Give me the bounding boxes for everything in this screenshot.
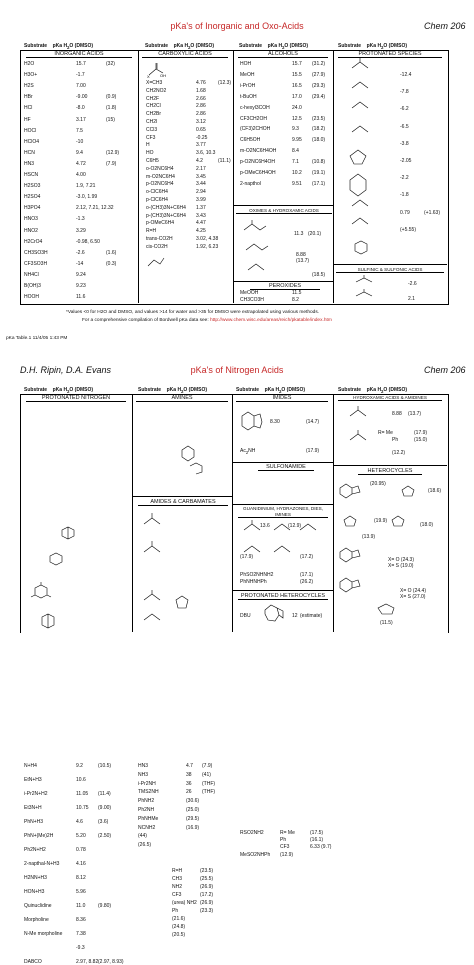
table-cell: CF3 [146, 134, 156, 141]
col-header-3: Substrate pKa $H_2O$ (DMSO) [239, 43, 308, 50]
table-cell: RSO2NH2 [240, 830, 264, 836]
table-cell: DABCO [24, 959, 42, 965]
table-cell: 16.5 [292, 82, 302, 89]
section-heading-peroxides: PEROXIDES [250, 283, 320, 290]
nitroaniline-structure [30, 582, 52, 604]
table-cell: C6H5 [146, 158, 159, 164]
table-cell: 0.79 [400, 209, 410, 216]
table-cell: 7.38 [76, 931, 86, 937]
table-cell: 4.7 [186, 763, 193, 769]
table-cell: -9.00 [76, 94, 88, 101]
table-cell: p-O2NC6H4 [146, 181, 174, 188]
table-cell: Et3N+H [24, 805, 42, 811]
table-cell: (1.8) [106, 105, 117, 112]
section-heading-amines: AMINES [136, 395, 228, 402]
table-cell: CF3 [172, 892, 182, 898]
table-cell: t-BuOH [240, 93, 257, 100]
table-cell: 2.86 [196, 111, 206, 118]
divider [233, 462, 333, 463]
table-cell: CH2F [146, 95, 160, 102]
footnote-extrapolation: *Values <0 for H2O and DMSO, and values >14 for water and >35 for DMSO were extrapolated using various methods. [66, 310, 320, 315]
table-cell: (THF) [202, 789, 216, 796]
table-cell: (44) [138, 833, 147, 840]
phthalimide-structure [240, 408, 266, 436]
table-cell: (20.5) [172, 932, 186, 938]
carboxylic-acid-structure [146, 61, 168, 79]
section-heading-hydroxamic: HYDROXAMIC ACIDS & AMIDINES [338, 395, 442, 401]
dbu-structure [262, 602, 286, 626]
table-cell: (7.9) [106, 160, 117, 167]
table-cell: EtN+H3 [24, 777, 42, 783]
table-cell: 7.00 [76, 83, 86, 90]
table-cell: 4.00 [76, 172, 86, 178]
table-cell: 2-napthol [240, 180, 261, 187]
table-cell: N+H4 [24, 763, 37, 769]
table-cell: PhNHMe [138, 815, 159, 822]
table-cell: HOOH [24, 294, 39, 301]
table-cell: c-hexyl3COH [240, 104, 270, 111]
table-cell: 38 [186, 771, 192, 778]
table-cell: 15.5 [292, 71, 302, 78]
table-cell: Quinuclidine [24, 903, 52, 909]
table-cell: 8.12 [76, 875, 86, 881]
table-cell: H2S [24, 83, 34, 90]
section-heading-protonated: PROTONATED SPECIES [338, 51, 442, 58]
col-header-2: Substrate pKa $H_2O$ (DMSO) [138, 387, 207, 394]
table-cell: (THF) [202, 780, 216, 787]
section-heading-alcohols: ALCOHOLS [238, 51, 328, 58]
amide-structures [140, 512, 166, 568]
table-cell: 9.24 [76, 271, 86, 278]
table-cell: Ph2N+H2 [24, 847, 46, 853]
section-heading-protonated-nitrogen: PROTONATED NITROGEN [26, 395, 126, 402]
table-cell: 10.2 [292, 170, 302, 176]
table-cell: (urea) NH2 [172, 900, 197, 906]
table-cell: -3.8 [400, 140, 409, 147]
table-cell: i-Pr2NH [138, 780, 156, 787]
table-cell: 3.12 [196, 119, 206, 125]
table-cell: CH3 [172, 876, 183, 882]
table-cell: p-O2NC6H4OH [240, 159, 276, 166]
table-cell: -3.0, 1.99 [76, 194, 98, 201]
table-cell: -2.2 [400, 175, 409, 182]
table-cell: -1.3 [76, 216, 85, 223]
table-cell: 3.6, 10.3 [196, 150, 216, 157]
table-cell: cis-CO2H [146, 243, 168, 250]
table-cell: 2.17 [196, 165, 206, 172]
print-stamp: pKa Table.1 11/4/05 1:43 PM [6, 336, 68, 341]
table-cell: -14 [76, 260, 84, 267]
table-cell: (21.6) [172, 916, 186, 922]
table-cell: HO [146, 150, 154, 157]
col-header-4: Substrate pKa $H_2O$ (DMSO) [338, 387, 407, 394]
table-cell: 0.65 [196, 126, 206, 133]
table-cell: 11.6 [76, 294, 86, 301]
dabco-structure [40, 613, 56, 629]
table-cell: -7.8 [400, 89, 409, 96]
table-cell: 1.68 [196, 87, 206, 94]
divider [333, 50, 334, 303]
table-cell: 26 [186, 789, 192, 796]
table-cell: (26.5) [138, 842, 152, 849]
section-heading-prot-heterocycles: PROTONATED HETEROCYCLES [238, 593, 328, 600]
divider [333, 394, 334, 632]
table-cell: 3.77 [196, 142, 206, 149]
table-cell: (2.50) [98, 833, 112, 839]
table-cell: HCl [24, 105, 33, 112]
table-cell: HCN [24, 149, 35, 156]
table-cell: -8.0 [76, 105, 85, 112]
table-cell: (12.9) [106, 149, 120, 156]
sulfonic-acid-structures [352, 276, 378, 302]
protonated-structures [344, 60, 384, 232]
table-cell: C6H5OH [240, 137, 261, 144]
col-header-4: Substrate pKa $H_2O$ (DMSO) [338, 43, 407, 50]
table-cell: 7.1 [292, 159, 299, 166]
table-cell: CF3 [280, 844, 290, 851]
table-cell: (+5.55) [400, 226, 416, 233]
table-cell: (26.9) [200, 884, 214, 890]
divider [234, 205, 333, 206]
authors: D.H. Ripin, D.A. Evans [20, 365, 112, 375]
divider [233, 504, 333, 505]
table-cell: (29.4) [312, 93, 326, 100]
divider [233, 50, 234, 303]
table-cell: 2.12, 7.21, 12.32 [76, 205, 114, 212]
table-cell: i-PrOH [240, 82, 256, 89]
table-cell: 8.4 [292, 148, 299, 155]
section-heading-inorganic: INORGANIC ACIDS [26, 51, 132, 58]
table-cell: (17.2) [200, 892, 214, 898]
table-cell: (23.5) [200, 868, 214, 874]
table-cell: 3.02, 4.38 [196, 236, 219, 242]
piperidine-structures [178, 444, 206, 474]
section-heading-sulfonamide: SULFONAMIDE [258, 464, 314, 471]
table-cell: (15) [106, 116, 115, 123]
table-cell: (23.5) [312, 115, 326, 122]
table-cell: 6.33 (9.7) [310, 844, 332, 851]
table-cell: 4.76 [196, 80, 206, 86]
table-cell: H2CrO4 [24, 238, 43, 245]
quinuclidine-structure [60, 526, 76, 540]
bordwell-link[interactable]: http://www.chem.wisc.edu/areas/reich/pkatable/index.htm [209, 318, 332, 323]
table-cell: -9.3 [76, 945, 85, 951]
table-cell: NH4Cl [24, 271, 39, 278]
table-cell: 4.6 [76, 819, 83, 825]
table-cell: 9.4 [76, 149, 83, 156]
table-cell: (0.9) [106, 94, 117, 101]
table-cell: H2NN+H3 [24, 875, 47, 881]
table-cell: CF3CH2OH [240, 115, 267, 122]
page-title: pKa's of Nitrogen Acids [190, 365, 284, 375]
table-cell: -2.05 [400, 158, 412, 164]
acrylic-acid-structure [146, 254, 168, 270]
table-cell: HClO4 [24, 138, 40, 145]
table-cell: (3.6) [98, 819, 109, 825]
table-cell: (CF3)2CHOH [240, 126, 271, 133]
pyridine-n-oxide-structure [352, 240, 370, 256]
divider [132, 394, 133, 632]
table-cell: 17.0 [292, 93, 302, 100]
table-cell: R=H [146, 228, 157, 235]
table-cell: (0.3) [106, 260, 117, 267]
table-cell: HNO2 [24, 227, 38, 234]
divider [334, 465, 447, 466]
table-cell: -6.5 [400, 123, 409, 130]
table-cell: 15.7 [76, 61, 86, 67]
table-cell: 7.5 [76, 127, 83, 134]
table-cell: (24.8) [172, 924, 186, 930]
table-cell: 4.47 [196, 220, 206, 227]
table-cell: (25.5) [200, 876, 214, 882]
table-cell: 1.37 [196, 204, 206, 211]
table-cell: R= Me [280, 830, 295, 836]
table-cell: (9.00) [98, 805, 112, 811]
table-cell: 4.72 [76, 160, 86, 167]
table-cell: H3O+ [24, 72, 38, 79]
col-header-2: Substrate pKa $H_2O$ (DMSO) [145, 43, 214, 50]
table-cell: HNO3 [24, 216, 38, 223]
section-heading-heterocycles: HETEROCYCLES [358, 468, 422, 475]
table-cell: CH2Cl [146, 103, 161, 110]
table-cell: NH3 [138, 771, 149, 778]
table-cell: (26.9) [200, 900, 214, 906]
table-cell: (11.1) [218, 158, 231, 164]
table-cell: 5.20 [76, 833, 86, 839]
page-2: D.H. Ripin, D.A. Evans pKa's of Nitrogen Acids Chem 206 Substrate pKa $H_2O$ (DMSO) Substrate pKa $H_2O$ (DMSO) Substrate pKa $H_2O$ (DMSO) Substrate pKa $H_2O$ (DMSO) PROTONATED NITROGEN AMINES IMIDES HYDROXAMIC ACIDS & AMIDINES N+H4 9.2 (10.5) EtN+H3 10.6 i-Pr2N+H2 11.05 (11.4) Et3N+H 10.75 (9.00) PhN+H3 4.6 (3.6) PhN+(Me)2H 5.20 (2.50) Ph2N+H2 0.78 2-napthal-N+H3 4.16 H2NN+H3 8.12 HON+H3 5.96 Quinuclidine 11.0 (9.80) Morpholine 8.36 N-Me morpholine 7.38 -9.3 DABCO 2.97, 8.82 (2.97, 8.93) HN3 4.7 (7.9) NH3 38 (41) i-Pr2NH 36 (THF) TMS2NH 26 (THF) PhNH2 (30.6) Ph2NH (25.0) PhNHMe (29.5) NCNH2 (16.9) (44) (26.5) AMIDES & CARBAMATES R=H (23.5) CH3 (25.5) NH2 (26.9) CF3 (17.2) (urea) NH2 (26.9) Ph (23.3) (21.6) (24.8) (20.5) 8.30 (14.7) $Ac_2NH$ (17.9) SULFONAMIDE RSO2NH2 R= Me (17.5) Ph (16.1) CF3 6.33 (9.7) MeSO2NHPh (12.9) GUANIDINIUM, HYDRAZONES, DIES, IMINES 13.6 (12.9) (17.9) (17.2) PhSO2NHNH2 (17.1) PhNHNHPh (26.2) PROTONATED HETEROCYCLES DBU 12 (estimate) 8.88 (13.7) R= Me (17.9) Ph (15.0) (12.2) HETEROCYCLES (20.95) (18.6) (19.9) (18.0) (13.9) X= O (24.3) X= S (19.0) X= O (24.4) X= S (27.0) (11.5) [0, 358, 474, 632]
table-cell: 9.51 [292, 180, 302, 187]
guanidinium-structures [240, 520, 328, 558]
table-cell: HOH [240, 61, 252, 67]
table-cell: p-ClC6H4 [146, 197, 168, 203]
table-cell: PhN+(Me)2H [24, 833, 54, 839]
table-cell: 4.2 [196, 158, 203, 164]
table-cell: p-OMeC6H4OH [240, 170, 276, 176]
table-cell: NH2 [172, 884, 183, 890]
table-cell: (18.0) [312, 137, 326, 144]
table-cell: NCNH2 [138, 824, 156, 831]
table-cell: (2.97, 8.93) [98, 959, 124, 965]
table-cell: 11.05 [76, 791, 89, 797]
table-cell: (12.3) [218, 80, 232, 86]
table-cell: 4.16 [76, 861, 86, 867]
footnote-reference: For a comprehensive compilation of Bordwell pKa data see: http://www.chem.wisc.edu/areas/reich/pkatable/index.htm [82, 318, 332, 323]
table-cell: (11.4) [98, 791, 111, 797]
table-cell: 11.0 [76, 903, 86, 909]
page-1: pKa's of Inorganic and Oxo-Acids Chem 206 Substrate pKa $H_2O$ (DMSO) Substrate pKa $H_2O$ (DMSO) Substrate pKa $H_2O$ (DMSO) Substrate pKa $H_2O$ (DMSO) INORGANIC ACIDS CARBOXYLIC ACIDS ALCOHOLS PROTONATED SPECIES H2O 15.7 (32) H3O+ -1.7 H2S 7.00 HBr -9.00 (0.9) HCl -8.0 (1.8) HF 3.17 (15) HOCl 7.5 HClO4 -10 HCN 9.4 (12.9) HN3 4.72 (7.9) HSCN 4.00 H2SO3 1.9, 7.21 H2SO4 -3.0, 1.99 H3PO4 2.12, 7.21, 12.32 HNO3 -1.3 HNO2 3.29 H2CrO4 -0.98, 6.50 CH3SO3H -2.6 (1.6) CF3SO3H -14 (0.3) NH4Cl 9.24 B(OH)3 9.23 HOOH 11.6 X=CH3 4.76 (12.3) CH2NO2 1.68 CH2F 2.66 CH2Cl 2.86 CH2Br 2.86 CH2I 3.12 CCl3 0.65 CF3 -0.25 H 3.77 HO 3.6, 10.3 C6H5 4.2 (11.1) o-O2NC6H4 2.17 m-O2NC6H4 3.45 p-O2NC6H4 3.44 o-ClC6H4 2.94 p-ClC6H4 3.99 o-(CH3)3N+C6H4 1.37 p-(CH3)3N+C6H4 3.43 p-OMeC6H4 4.47 R=H 4.25 trans-CO2H 3.02, 4.38 cis-CO2H 1.92, 6.23 HOH 15.7 (31.2) MeOH 15.5 (27.9) i-PrOH 16.5 (29.3) t-BuOH 17.0 (29.4) c-hexyl3COH 24.0 CF3CH2OH 12.5 (23.5) (CF3)2CHOH 9.3 (18.2) C6H5OH 9.95 (18.0) m-O2NC6H4OH 8.4 p-O2NC6H4OH 7.1 (10.8) p-OMeC6H4OH 10.2 (19.1) 2-napthol 9.51 (17.1) -12.4 -7.8 -6.2 -6.5 -3.8 -2.05 -2.2 -1.8 0.79 (+1.63) (+5.55) OH X OXIMES & HYDROXAMIC ACIDS 11.3 (20.1) 8.88 (13.7) (18.5) PEROXIDES MeOOH 11.5 CH3CO3H 8.2 SULFINIC & SULFONIC ACIDS -2.6 2.1 *Values <0 for H2O and DMSO, and values >14 for water and >35 for DMSO were extrapolated using various methods. For a comprehensive compilation of Bordwell pKa data see: http://www.chem.wisc.edu/areas/reich/pkatable/index.htm [0, 0, 474, 326]
table-cell: 9.95 [292, 137, 302, 144]
table-cell: o-(CH3)3N+C6H4 [146, 204, 186, 211]
table-cell: MeSO2NHPh [240, 851, 271, 858]
table-cell: B(OH)3 [24, 283, 41, 289]
table-cell: 3.17 [76, 116, 86, 123]
table-cell: (31.2) [312, 61, 326, 67]
divider [334, 264, 447, 265]
course-label: Chem 206 [424, 365, 466, 375]
table-cell: (23.3) [200, 908, 214, 914]
table-cell: 24.0 [292, 104, 302, 111]
table-cell: (+1.63) [424, 209, 440, 216]
table-cell: -0.98, 6.50 [76, 238, 100, 245]
table-cell: 2-napthal-N+H3 [24, 861, 60, 867]
table-cell: (10.5) [98, 763, 112, 769]
section-heading-imides: IMIDES [236, 395, 328, 402]
table-cell: 15.7 [292, 61, 302, 67]
divider [232, 394, 233, 632]
table-cell: 2.97, 8.82 [76, 959, 99, 965]
hydroxamic-structures [346, 406, 372, 454]
table-cell: HON+H3 [24, 889, 45, 895]
table-cell: m-O2NC6H4OH [240, 148, 277, 155]
table-cell: Ph [172, 908, 179, 914]
table-cell: m-O2NC6H4 [146, 173, 175, 180]
table-cell: HF [24, 116, 31, 123]
table-cell: Morpholine [24, 917, 49, 923]
table-cell: CH2NO2 [146, 87, 167, 94]
divider [138, 50, 139, 303]
table-cell: -1.8 [400, 192, 409, 199]
section-heading-carboxylic: CARBOXYLIC ACIDS [142, 51, 228, 58]
table-cell: H3PO4 [24, 205, 41, 212]
carbamate-structures [140, 590, 200, 626]
table-cell: 0.78 [76, 847, 86, 853]
table-cell: CCl3 [146, 126, 158, 133]
divider [133, 496, 232, 497]
table-cell: 1.9, 7.21 [76, 183, 96, 190]
table-cell: Ph [280, 837, 287, 844]
table-cell: -10 [76, 138, 84, 145]
svg-text:OH: OH [160, 73, 166, 78]
table-cell: (19.1) [312, 170, 326, 176]
table-cell: PhN+H3 [24, 819, 44, 825]
table-cell: (18.2) [312, 126, 326, 133]
table-cell: (1.6) [106, 249, 117, 256]
table-cell: 9.3 [292, 126, 299, 133]
table-cell: (27.9) [312, 71, 326, 78]
course-label: Chem 206 [424, 21, 466, 31]
table-cell: o-ClC6H4 [146, 189, 168, 196]
table-cell: 9.23 [76, 283, 86, 289]
table-cell: 3.45 [196, 173, 206, 180]
col-header-3: Substrate pKa $H_2O$ (DMSO) [236, 387, 305, 394]
table-cell: H2SO3 [24, 183, 41, 190]
table-cell: 10.75 [76, 805, 89, 811]
col-header-1: Substrate pKa $H_2O$ (DMSO) [24, 387, 93, 394]
table-cell: 5.96 [76, 889, 86, 895]
table-cell: H2O [24, 61, 35, 67]
table-cell: H2SO4 [24, 194, 41, 201]
table-cell: (30.6) [186, 798, 200, 805]
table-cell: 2.86 [196, 103, 206, 110]
table-cell: -6.2 [400, 106, 409, 113]
table-cell: 3.44 [196, 181, 206, 188]
table-cell: H [146, 142, 150, 149]
table-cell: Ph2NH [138, 807, 155, 813]
page-title: pKa's of Inorganic and Oxo-Acids [170, 21, 304, 31]
table-cell: (29.3) [312, 82, 326, 89]
table-cell: trans-CO2H [146, 236, 173, 242]
table-cell: 8.36 [76, 917, 86, 923]
table-cell: 1.92, 6.23 [196, 243, 219, 250]
table-cell: -12.4 [400, 72, 412, 78]
table-cell: 4.25 [196, 228, 206, 235]
table-cell: (9.80) [98, 903, 112, 909]
table-cell: HN3 [24, 160, 35, 167]
table-cell: PhNH2 [138, 798, 155, 805]
divider [234, 281, 333, 282]
table-cell: (41) [202, 771, 211, 778]
table-cell: (17.5) [310, 830, 324, 836]
table-cell: R=H [172, 868, 183, 874]
table-cell: 10.6 [76, 777, 86, 783]
table-cell: X=CH3 [146, 80, 163, 86]
table-cell: (10.8) [312, 159, 326, 166]
table-cell: -1.7 [76, 72, 85, 79]
table-cell: 9.2 [76, 763, 83, 769]
table-cell: (7.9) [202, 763, 213, 769]
table-cell: (16.9) [186, 824, 200, 831]
table-cell: (32) [106, 61, 115, 67]
table-cell: CH2Br [146, 111, 162, 118]
table-cell: -0.25 [196, 134, 208, 141]
table-cell: 3.29 [76, 227, 86, 234]
table-cell: 3.99 [196, 197, 206, 203]
section-heading-sulfinic: SULFINIC & SULFONIC ACIDS [336, 267, 444, 273]
table-cell: 12.5 [292, 115, 302, 122]
table-cell: CH2I [146, 119, 158, 125]
table-cell: 36 [186, 780, 192, 787]
table-cell: (12.9) [280, 851, 294, 858]
table-cell: -2.6 [76, 249, 85, 256]
table-cell: p-OMeC6H4 [146, 220, 175, 227]
table-cell: (17.1) [312, 180, 326, 187]
table-cell: N-Me morpholine [24, 931, 63, 937]
table-cell: o-O2NC6H4 [146, 165, 174, 172]
table-cell: TMS2NH [138, 789, 159, 796]
table-cell: CH3SO3H [24, 249, 48, 256]
table-cell: 3.43 [196, 212, 206, 219]
table-cell: (29.5) [186, 815, 200, 822]
section-heading-oximes: OXIMES & HYDROXAMIC ACIDS [236, 208, 332, 214]
table-cell: 2.66 [196, 95, 206, 102]
table-cell: (16.1) [310, 837, 324, 844]
heterocycle-structures [338, 480, 442, 620]
table-cell: 2.94 [196, 189, 206, 196]
col-header-1: Substrate pKa $H_2O$ (DMSO) [24, 43, 93, 50]
oxime-structures [240, 220, 280, 280]
section-heading-guanidinium: GUANIDINIUM, HYDRAZONES, DIES, IMINES [238, 506, 328, 518]
table-cell: (25.0) [186, 807, 200, 813]
svg-text:X: X [147, 74, 150, 79]
table-cell: HOCl [24, 127, 37, 134]
table-cell: CF3SO3H [24, 260, 48, 267]
divider [233, 590, 333, 591]
table-cell: i-Pr2N+H2 [24, 791, 48, 797]
table-cell: HN3 [138, 763, 149, 769]
table-cell: MeOH [240, 71, 255, 78]
table-cell: p-(CH3)3N+C6H4 [146, 212, 186, 219]
table-cell: HSCN [24, 172, 39, 178]
table-cell: HBr [24, 94, 33, 101]
section-heading-amides: AMIDES & CARBAMATES [138, 499, 228, 506]
morpholine-structure [48, 552, 64, 566]
